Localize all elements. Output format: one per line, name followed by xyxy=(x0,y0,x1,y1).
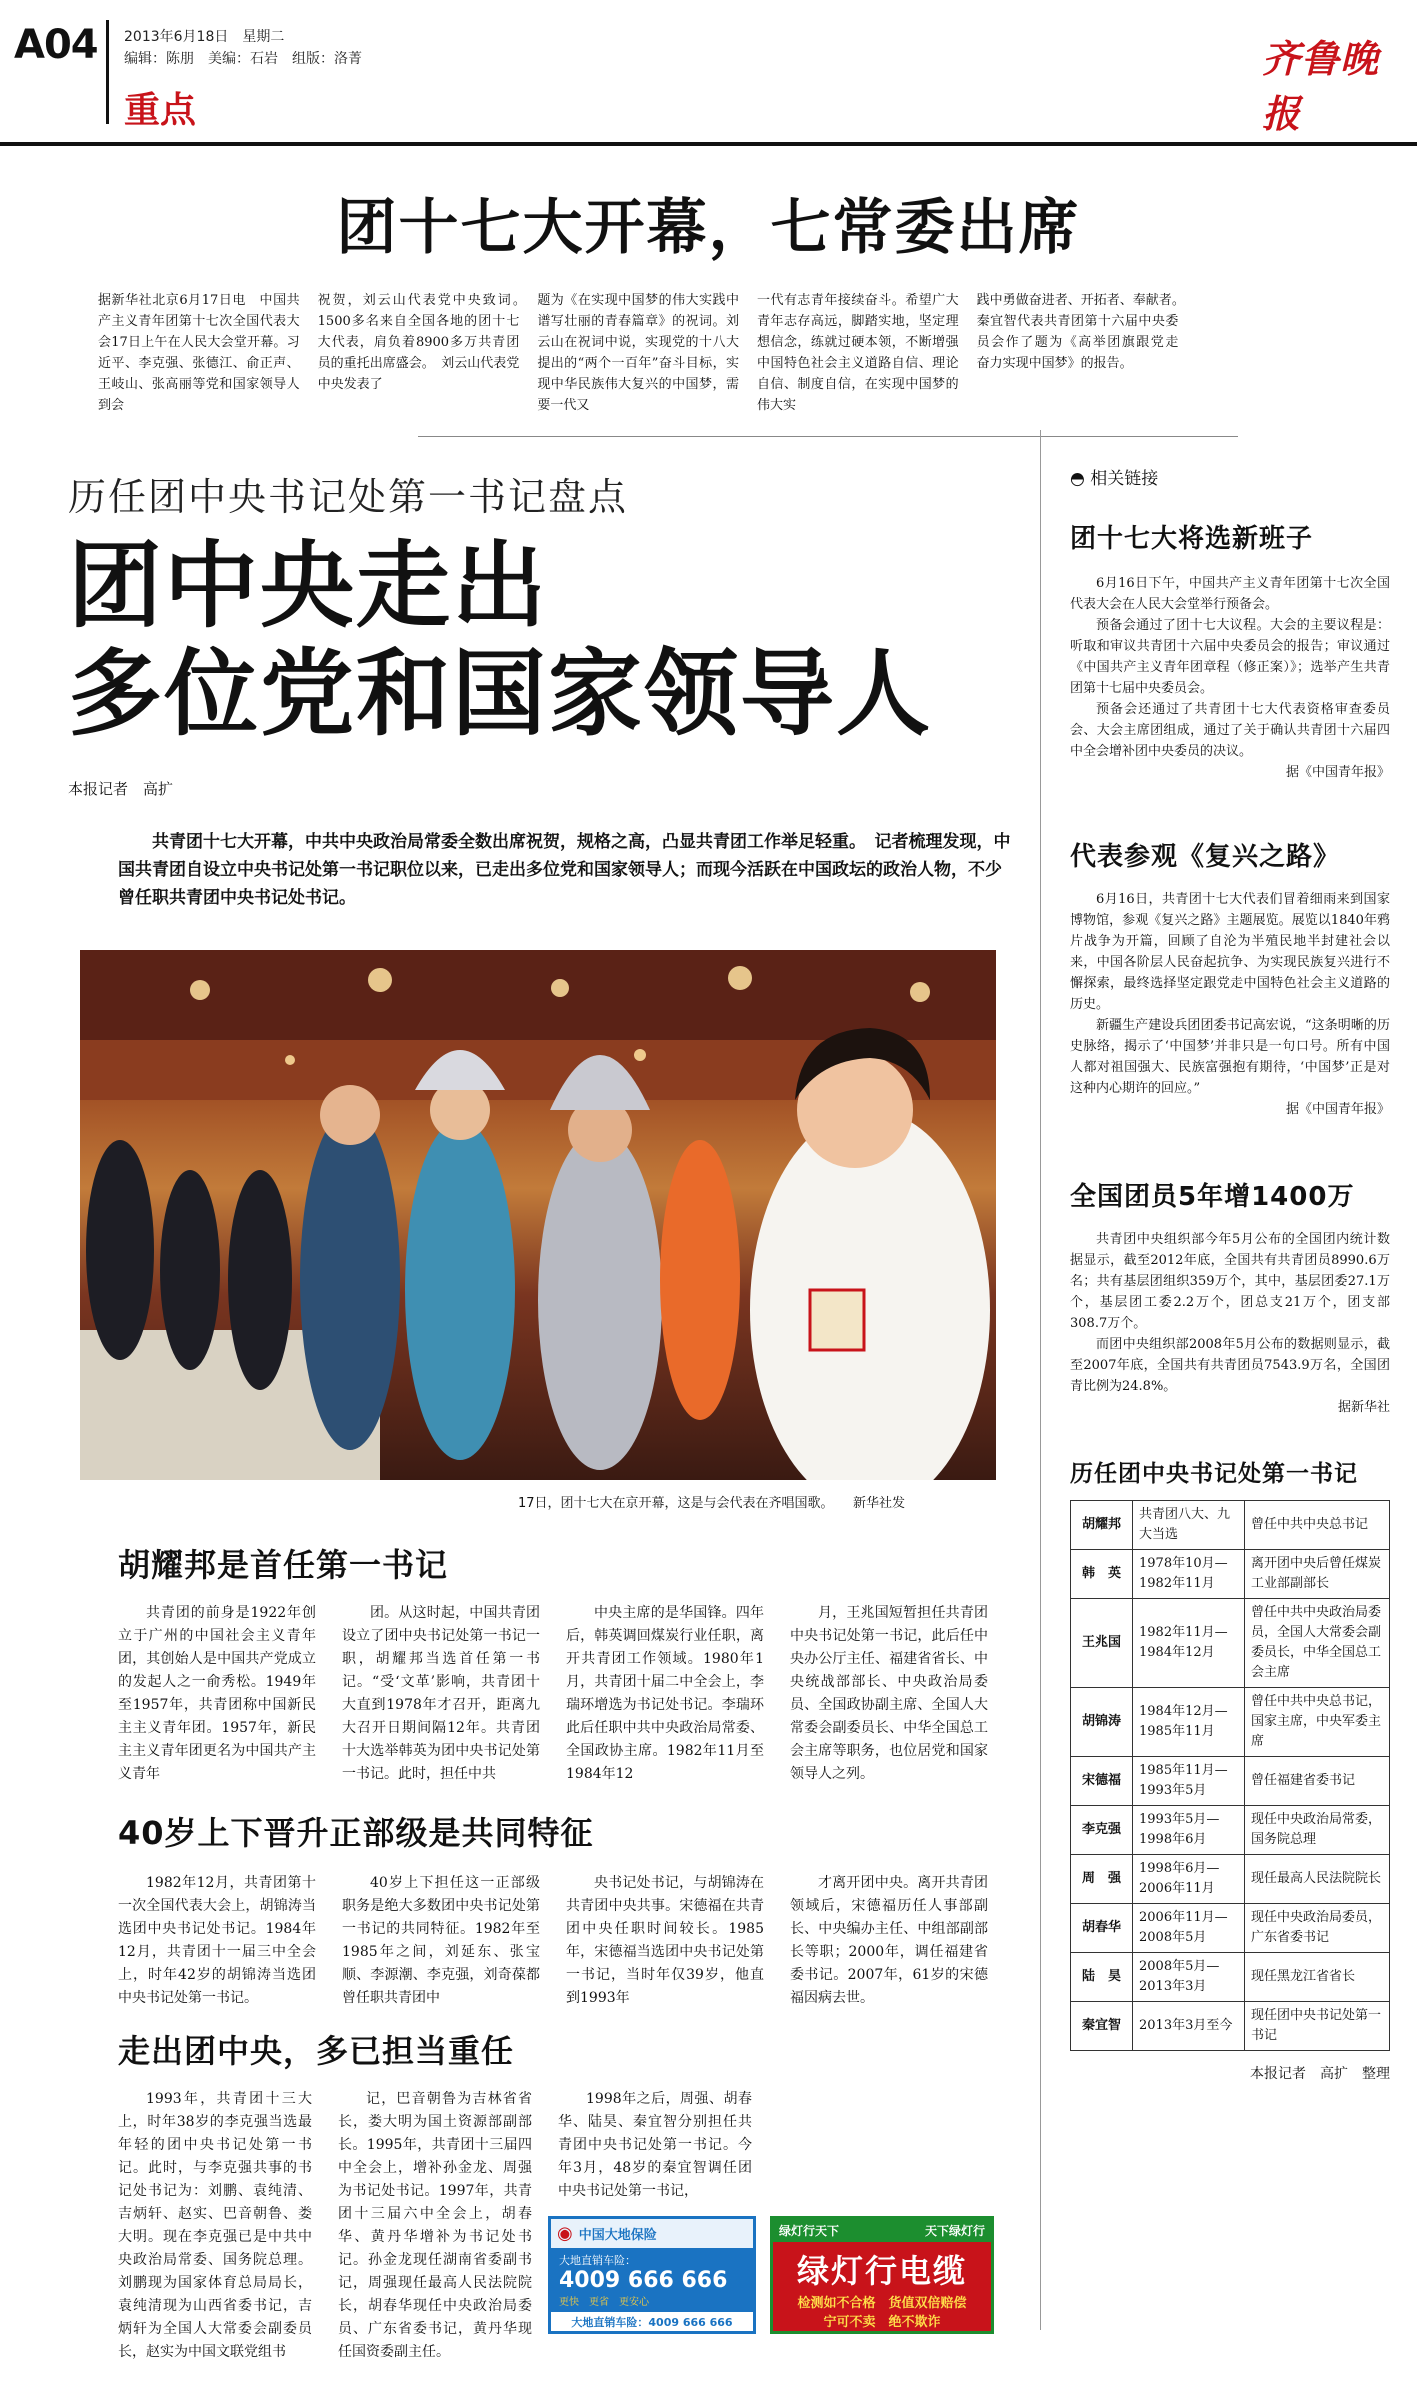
cell-term: 2013年3月至今 xyxy=(1133,2002,1245,2051)
column-divider xyxy=(1040,430,1041,2330)
related-text: 相关链接 xyxy=(1090,469,1159,489)
cell-name: 陆 昊 xyxy=(1071,1953,1133,2002)
news-photo xyxy=(80,950,996,1480)
story1-rule xyxy=(418,436,1238,437)
sec1-col: 团。从这时起，中国共青团设立了团中央书记处第一书记一职，胡耀邦当选首任第一书记。“受‘文革’影响，共青团十大直到1978年才召开，距离九大召开日期间隔12年。共青团十大选举韩英为团中央书记处第一书记。此时，担任中共 xyxy=(342,1605,540,1782)
news1-para: 6月16日下午，中国共产主义青年团第十七次全国代表大会在人民大会堂举行预备会。 xyxy=(1070,576,1390,612)
news2-para: 新疆生产建设兵团团委书记高宏说，“这条明晰的历史脉络，揭示了‘中国梦’并非只是一句口号。所有中国人都对祖国强大、民族富强抱有期待，‘中国梦’正是对这种内心期许的回应。” xyxy=(1070,1018,1390,1096)
news3-source: 据新华社 xyxy=(1337,1400,1390,1415)
ad1-logo-icon: ◉ xyxy=(557,2223,573,2244)
news2-para: 6月16日，共青团十七大代表们冒着细雨来到国家博物馆，参观《复兴之路》主题展览。展览以1840年鸦片战争为开篇，回顾了自沦为半殖民地半封建社会以来，中国各阶层人民奋起抗争、为实现民族复兴进行不懈探索，最终选择坚定跟党走中国特色社会主义道路的历史。 xyxy=(1070,892,1390,1012)
news1-body xyxy=(1070,573,1390,783)
table-credit: 本报记者 高扩 整理 xyxy=(1250,2066,1390,2082)
news3-para: 而团中央组织部2008年5月公布的数据则显示，截至2007年底，全国共有共青团员7543.9万名，全国团青比例为24.8%。 xyxy=(1070,1337,1390,1394)
ad-insurance[interactable] xyxy=(548,2216,756,2334)
newspaper-logo: 齐鲁晚报 xyxy=(1262,36,1380,136)
leaders-table xyxy=(1070,1500,1390,2051)
sec2-col: 40岁上下担任这一正部级职务是绝大多数团中央书记处第一书记的共同特征。1982年至1985年之间，刘延东、张宝顺、李源潮、李克强，刘奇葆都曾任职共青团中 xyxy=(342,1875,540,2006)
news1-para: 预备会通过了团十七大议程。大会的主要议程是：听取和审议共青团十六届中央委员会的报告；审议通过《中国共产主义青年团章程（修正案）》；选举产生共青团第十七届中央委员会。 xyxy=(1070,618,1390,696)
story1-col: 题为《在实现中国梦的伟大实践中谱写壮丽的青春篇章》的祝词。刘云山在祝词中说，实现党的十八大提出的“两个一百年”奋斗目标，实现中华民族伟大复兴的中国梦，需要一代又 xyxy=(537,293,739,413)
sidebar-news-2 xyxy=(1070,836,1390,1120)
sidebar-news-1 xyxy=(1070,518,1390,783)
sec3-col: 1993年，共青团十三大上，时年38岁的李克强当选最年轻的团中央书记处第一书记。此时，与李克强共事的书记处书记为：刘鹏、袁纯清、吉炳轩、赵实、巴音朝鲁、娄大明。现在李克强已是中共中央政治局常委、国务院总理。刘鹏现为国家体育总局局长，袁纯清现为山西省委书记，吉炳轩为全国人大常委会副委员长，赵实为中国文联党组书 xyxy=(118,2091,312,2360)
cell-name: 宋德福 xyxy=(1071,1757,1133,1806)
cell-term: 1982年11月—1984年12月 xyxy=(1133,1599,1245,1688)
cell-term: 1984年12月—1985年11月 xyxy=(1133,1688,1245,1757)
ad2-line2: 宁可不卖 绝不欺诈 xyxy=(823,2315,941,2330)
ad2-top-bar xyxy=(773,2219,991,2242)
table-row xyxy=(1071,1953,1390,2002)
news2-source: 据《中国青年报》 xyxy=(1285,1102,1390,1117)
cell-term: 1978年10月—1982年11月 xyxy=(1133,1550,1245,1599)
cell-post: 现任黑龙江省省长 xyxy=(1245,1953,1390,2002)
table-row xyxy=(1071,1806,1390,1855)
ad2-brand: 天下绿灯行 xyxy=(924,2224,985,2238)
story1-col: 践中勇做奋进者、开拓者、奉献者。 秦宜智代表共青团第十六届中央委员会作了题为《高举团旗跟党走 奋力实现中国梦》的报告。 xyxy=(976,293,1192,371)
header-divider xyxy=(106,20,109,124)
story1-headline: 团十七大开幕，七常委出席 xyxy=(336,193,1081,263)
ad2-line1: 检测如不合格 货值双倍赔偿 xyxy=(797,2296,967,2311)
table-row xyxy=(1071,1688,1390,1757)
ad1-main xyxy=(551,2248,753,2312)
sec1-body xyxy=(118,1602,988,1786)
table-row xyxy=(1071,1904,1390,1953)
news3-para: 共青团中央组织部今年5月公布的全国团内统计数据显示，截至2012年底，全国共有共青团员8990.6万名；共有基层团组织359万个，其中，基层团委27.1万个，基层团工委2.2万个，团总支21万个，团支部308.7万个。 xyxy=(1070,1232,1390,1331)
ad2-big: 绿灯行电缆 xyxy=(796,2252,967,2290)
ad1-label: 大地直销车险： xyxy=(559,2254,636,2267)
leaders-table-block xyxy=(1070,1455,1390,2083)
cell-name: 胡锦涛 xyxy=(1071,1688,1133,1757)
cell-post: 曾任中共中央总书记，国家主席，中央军委主席 xyxy=(1245,1688,1390,1757)
ad1-sub: 更快 更省 更安心 xyxy=(559,2297,649,2308)
photo-illustration xyxy=(80,950,996,1480)
story1-col: 一代有志青年接续奋斗。希望广大青年志存高远，脚踏实地，坚定理想信念，练就过硬本领，不断增强中国特色社会主义道路自信、理论自信、制度自信，在实现中国梦的伟大实 xyxy=(757,293,959,413)
table-row xyxy=(1071,1550,1390,1599)
header-staff: 编辑：陈朋 美编：石岩 组版：洛菁 xyxy=(124,51,362,67)
header-meta xyxy=(124,26,362,70)
news3-body xyxy=(1070,1229,1390,1418)
news1-source: 据《中国青年报》 xyxy=(1285,765,1390,780)
cell-post: 曾任福建省委书记 xyxy=(1245,1757,1390,1806)
page-number: A04 xyxy=(14,22,98,68)
sec1-col: 月，王兆国短暂担任共青团中央书记处第一书记，此后任中央办公厅主任、福建省省长、中央统战部部长、中央政治局委员、全国政协副主席、全国人大常委会副委员长、中华全国总工会主席等职务，也位居党和国家领导人之列。 xyxy=(790,1605,988,1782)
cell-post: 现任最高人民法院院长 xyxy=(1245,1855,1390,1904)
ad1-footer: 大地直销车险：4009 666 666 xyxy=(571,2316,733,2329)
cell-term: 1998年6月—2006年11月 xyxy=(1133,1855,1245,1904)
feature-title-line2: 多位党和国家领导人 xyxy=(68,640,933,749)
cell-post: 曾任中共中央总书记 xyxy=(1245,1501,1390,1550)
cell-term: 2008年5月—2013年3月 xyxy=(1133,1953,1245,2002)
ad2-top: 绿灯行天下 xyxy=(779,2224,840,2238)
cell-term: 1993年5月—1998年6月 xyxy=(1133,1806,1245,1855)
table-row xyxy=(1071,1599,1390,1688)
cell-name: 李克强 xyxy=(1071,1806,1133,1855)
photo-caption: 17日，团十七大在京开幕，这是与会代表在齐唱国歌。 新华社发 xyxy=(518,1496,906,1511)
cell-name: 胡春华 xyxy=(1071,1904,1133,1953)
news1-para: 预备会还通过了共青团十七大代表资格审查委员会、大会主席团组成，通过了关于确认共青团十六届四中全会增补团中央委员的决议。 xyxy=(1070,702,1390,759)
news2-headline: 代表参观《复兴之路》 xyxy=(1070,842,1341,872)
sec3-col: 记，巴音朝鲁为吉林省省长，娄大明为国土资源部副部长。1995年，共青团十三届四中全会上，增补孙金龙、周强为书记处书记。1997年，共青团十三届六中全会上，胡春华、黄丹华增补为书记处书记。孙金龙现任湖南省委副书记，周强现任最高人民法院院长，胡春华现任中央政治局委员、广东省委书记，黄丹华现任国资委副主任。 xyxy=(338,2091,532,2360)
sidebar-news-3 xyxy=(1070,1176,1390,1418)
sec1-col: 中央主席的是华国锋。四年后，韩英调回煤炭行业任职，离开共青团工作领域。1980年1月，共青团十届二中全会上，李瑞环增选为书记处书记。李瑞环此后任职中共中央政治局常委、全国政协主席。1982年11月至1984年12 xyxy=(566,1605,764,1782)
cell-post: 现任中央政治局委员，广东省委书记 xyxy=(1245,1904,1390,1953)
cell-post: 曾任中共中央政治局委员，全国人大常委会副委员长，中华全国总工会主席 xyxy=(1245,1599,1390,1688)
feature-lead: 共青团十七大开幕，中共中央政治局常委全数出席祝贺，规格之高，凸显共青团工作举足轻重。 记者梳理发现，中国共青团自设立中央书记处第一书记职位以来，已走出多位党和国家领导人；而现今活跃在中国政坛的政治人物，不少曾任职共青团中央书记处书记。 xyxy=(118,832,1011,908)
story1-col: 据新华社北京6月17日电 中国共产主义青年团第十七次全国代表大会17日上午在人民大会堂开幕。习近平、李克强、张德江、俞正声、王岐山、张高丽等党和国家领导人到会 xyxy=(98,293,300,413)
news1-headline: 团十七大将选新班子 xyxy=(1070,524,1314,554)
subhead-1: 胡耀邦是首任第一书记 xyxy=(118,1546,449,1584)
story1-col: 祝贺，刘云山代表党中央致词。 1500多名来自全国各地的团十七大代表，肩负着8900多万共青团员的重托出席盛会。 刘云山代表党中央发表了 xyxy=(317,293,533,392)
sec2-body xyxy=(118,1872,988,2010)
related-links-label xyxy=(1070,464,1390,489)
ad-cable[interactable] xyxy=(770,2216,994,2334)
cell-name: 胡耀邦 xyxy=(1071,1501,1133,1550)
cell-term: 1985年11月—1993年5月 xyxy=(1133,1757,1245,1806)
cell-term: 共青团八大、九大当选 xyxy=(1133,1501,1245,1550)
link-icon: ◓ xyxy=(1070,469,1085,489)
table-row xyxy=(1071,1501,1390,1550)
feature-byline: 本报记者 高扩 xyxy=(68,780,174,798)
header-rule xyxy=(0,142,1417,146)
sec2-col: 才离开团中央。离开共青团领域后，宋德福历任人事部副长、中央编办主任、中组部副部长等职；2000年，调任福建省委书记。2007年，61岁的宋德福因病去世。 xyxy=(790,1875,988,2006)
header-date: 2013年6月18日 星期二 xyxy=(124,29,285,45)
cell-post: 现任团中央书记处第一书记 xyxy=(1245,2002,1390,2051)
story1-body xyxy=(98,290,1398,416)
sec3-col: 1998年之后，周强、胡春华、陆昊、秦宜智分别担任共青团中央书记处第一书记。今年3月，48岁的秦宜智调任团中央书记处第一书记， xyxy=(558,2091,752,2199)
table-row xyxy=(1071,2002,1390,2051)
subhead-3: 走出团中央，多已担当重任 xyxy=(118,2032,515,2070)
sec2-col: 央书记处书记，与胡锦涛在共青团中央共事。宋德福在共青团中央任职时间较长。1985年，宋德福当选团中央书记处第一书记，当时年仅39岁，他直到1993年 xyxy=(566,1875,764,2006)
subhead-2: 40岁上下晋升正部级是共同特征 xyxy=(118,1814,594,1852)
cell-name: 周 强 xyxy=(1071,1855,1133,1904)
table-row xyxy=(1071,1855,1390,1904)
table-title: 历任团中央书记处第一书记 xyxy=(1070,1461,1358,1487)
section-label: 重点 xyxy=(124,90,197,131)
ad1-brand: 中国大地保险 xyxy=(578,2228,657,2243)
feature-kicker: 历任团中央书记处第一书记盘点 xyxy=(68,475,629,519)
cell-name: 韩 英 xyxy=(1071,1550,1133,1599)
sec2-col: 1982年12月，共青团第十一次全国代表大会上，胡锦涛当选团中央书记处书记。1984年12月，共青团十一届三中全会上，时年42岁的胡锦涛当选团中央书记处第一书记。 xyxy=(118,1875,316,2006)
ad1-phone: 4009 666 666 xyxy=(559,2268,728,2293)
news3-headline: 全国团员5年增1400万 xyxy=(1070,1182,1355,1212)
cell-post: 离开团中央后曾任煤炭工业部副部长 xyxy=(1245,1550,1390,1599)
table-row xyxy=(1071,1757,1390,1806)
ad1-brand-bar xyxy=(551,2219,753,2248)
cell-term: 2006年11月—2008年5月 xyxy=(1133,1904,1245,1953)
cell-name: 王兆国 xyxy=(1071,1599,1133,1688)
news2-body xyxy=(1070,889,1390,1120)
cell-name: 秦宜智 xyxy=(1071,2002,1133,2051)
cell-post: 现任中央政治局常委，国务院总理 xyxy=(1245,1806,1390,1855)
sec1-col: 共青团的前身是1922年创立于广州的中国社会主义青年团，其创始人是中国共产党成立的发起人之一俞秀松。1949年至1957年，共青团称中国新民主主义青年团。1957年，新民主主义青年团更名为中国共产主义青年 xyxy=(118,1605,316,1782)
feature-title-line1: 团中央走出 xyxy=(68,532,549,641)
